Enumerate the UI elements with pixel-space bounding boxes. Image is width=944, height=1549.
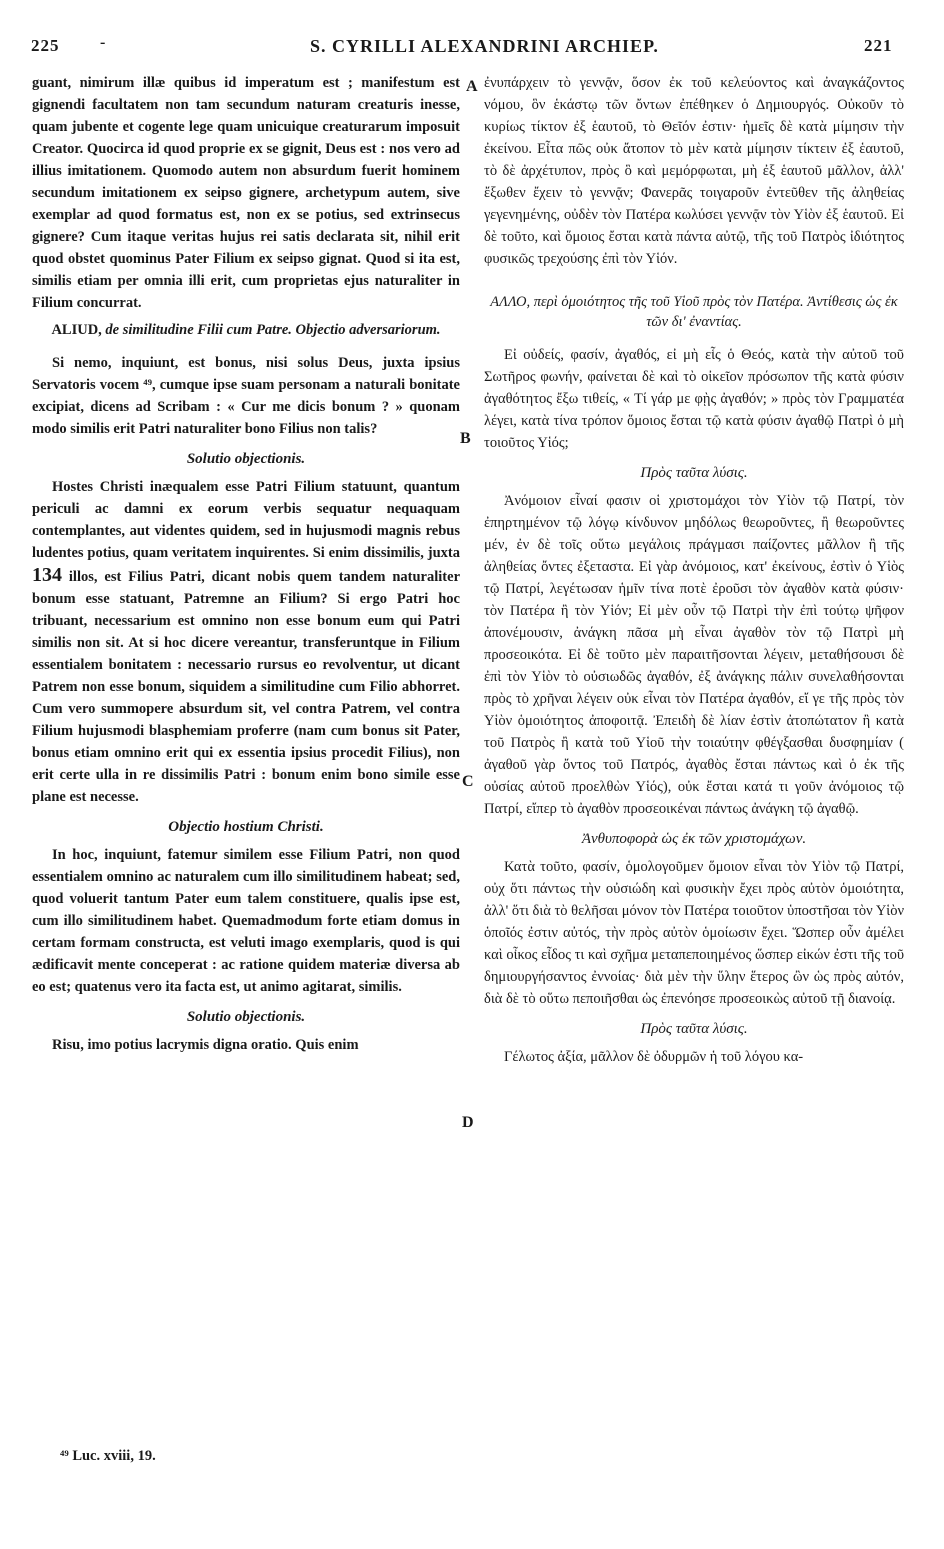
greek-paragraph-4: Κατὰ τοῦτο, φασίν, ὁμολογοῦμεν ὅμοιον εἶναι τὸν Υἱὸν τῷ Πατρί, οὐχ ὅτι πάντως τὴν οὐσιώδη καὶ φυσικὴν ἔχει πρὸς αὐτὸν ὁμοιότητα, ἀλλ' ὅτι διὰ τὸ θελῆσαι μόνον τὸν Πατέρα τοιοῦτον ὑποστῆσαι τὸν Υἱὸν ὁποῖός ἐστιν αὐτός, τὴν πρὸς αὐτὸν ὁμοίωσιν ἔχει. Ὥσπερ οὖν ἀμέλει καὶ οἶκος εἶδος τι καὶ σχῆμα μεταπεποιημένος ὥσπερ εἰκών ἐστι τῆς τοῦ δημιουργήσαντος ἐννοίας· διὰ μὲν τὴν ὕλην ἕτερος ὢν ὡς πρὸς αὐτόν, διὰ δὲ τὸ οὕτω πεποιῆσθαι ὡς ἐπενόησε προσεοικὼς αὐτοῦ τῇ διανοίᾳ. — [484, 859, 904, 1007]
margin-letter-a: A — [466, 78, 478, 95]
header-mark: - — [100, 34, 106, 51]
latin-paragraph-2: Si nemo, inquiunt, est bonus, nisi solus Deus, juxta ipsius Servatoris vocem ⁴⁹, cumque ipse suam personam a naturali bonitate excipiat, dicens ad Scribam : « Cur me dicis bonum ? » quonam modo similis erit Patri naturaliter bono Filius non talis? — [32, 355, 460, 437]
latin-paragraph-3-part-a: Hostes Christi inæqualem esse Patri Filium statuunt, quantum periculi ac damni ex eorum verbis sequatur nequaquam contemplantes, aut videntes quidem, sed in hujusmodi magnis rebus ludentes potius, quam veritatem inquirentes. Si enim dissimilis, juxta — [32, 479, 460, 561]
greek-paragraph-5: Γέλωτος ἀξία, μᾶλλον δὲ ὀδυρμῶν ἡ τοῦ λόγου κα- — [504, 1049, 804, 1065]
margin-letter-b: B — [460, 430, 471, 447]
running-title: S. CYRILLI ALEXANDRINI ARCHIEP. — [310, 36, 659, 56]
page-number-right: 221 — [864, 36, 893, 55]
greek-column — [484, 72, 904, 1068]
column-number-marker: 134 — [32, 564, 62, 586]
greek-paragraph-1: ἐνυπάρχειν τὸ γεννᾷν, ὅσον ἐκ τοῦ κελεύοντος καὶ ἀναγκάζοντος νόμου, ὃν ἑκάστῳ τῶν ὄντων ἐπέθηκεν ὁ Δημιουργός. Οὐκοῦν τὸ κυρίως τίκτον ἐξ ἑαυτοῦ, τὸ Θεῖόν ἐστιν· ἡμεῖς δὲ κατὰ μίμησιν τὴν ἐκείνου. Εἶτα πῶς οὐκ ἄτοπον τὸ μὲν κατὰ μίμησιν τίκτειν ἐξ ἑαυτοῦ, τὸ δὲ ἀρχέτυπον, πρὸς ὃ καὶ μεμόρφωται, μὴ ἐξ ἑαυτοῦ μᾶλλον, ἀλλ' ἔξωθεν ἔχειν τὸ γεννᾷν; Φανερᾶς τοιγαροῦν ἐντεῦθεν τῆς ἀληθείας γεγενημένης, οὐδὲν τὸν Πατέρα κωλύσει γεννᾷν τὸν Υἱὸν ἐξ ἑαυτοῦ. Εἰ δὲ τοῦτο, καὶ ὅμοιος ἔσται κατὰ πάντα αὐτῷ, τῆς τοῦ Πατρὸς ἰδιότητος φυσικῶς τρεχούσης ἐπὶ τὸν Υἱόν. — [484, 75, 904, 267]
latin-section-heading-italic: de similitudine Filii cum Patre. Objectio adversariorum. — [101, 322, 441, 338]
margin-letter-d: D — [462, 1114, 474, 1131]
latin-heading-solutio-2: Solutio objectionis. — [186, 1009, 306, 1025]
latin-section-heading — [32, 320, 460, 340]
margin-letter-c: C — [462, 773, 474, 790]
greek-heading-lysis-2: Πρὸς ταῦτα λύσις. — [640, 1021, 748, 1037]
latin-heading-objectio: Objectio hostium Christi. — [168, 819, 324, 835]
greek-section-heading: ΑΛΛΟ, περὶ ὁμοιότητος τῆς τοῦ Υἱοῦ πρὸς τὸν Πατέρα. Ἀντίθεσις ὡς ἐκ τῶν δι' ἐναντίας. — [490, 294, 898, 330]
greek-heading-anthypophora: Ἀνθυποφορὰ ὡς ἐκ τῶν χριστομάχων. — [581, 831, 807, 847]
latin-paragraph-3 — [32, 476, 460, 808]
latin-paragraph-5: Risu, imo potius lacrymis digna oratio. Quis enim — [52, 1037, 359, 1053]
latin-paragraph-3-part-b: illos, est Filius Patri, dicant nobis quem tandem naturaliter bonum esse statuant, Patremne an Filium? Si ergo Patri hoc tribuant, necessarium est omnino non esse bonum eum qui Patri similis non sit. At si hoc dicere vereantur, transferuntque in Filium essentialem bonitatem : necessario rursus eo revolventur, ut dicant Patrem non esse bonum, siquidem a similitudine cum Filio abhorret. Cum vero summopere absurdum sit, vel contra Patrem, vel contra Filium hujusmodi blasphemiam proferre (nam cum bonus sit Pater, bonus etiam omnino erit qui ex essentia ipsius procedit Filius), non erit certe ulla in re dissimilis Patri : bonum enim bono simile esse plane est necesse. — [32, 569, 460, 805]
greek-heading-lysis-1: Πρὸς ταῦτα λύσις. — [640, 465, 748, 481]
latin-paragraph-4: In hoc, inquiunt, fatemur similem esse Filium Patri, non quod essentialem omnino ac naturalem cum illo similitudinem habeat; sed, quod voluerit tantum Pater eum talem constituere, qualis ipse est, cum illo similitudinem habet. Quemadmodum forte etiam domus in certam formam constructa, est veluti imago exemplaris, quod is qui ædificavit mente conceperat : ac ratione quidem materiæ diversa ab eo est; quatenus vero ita facta est, ut animo agitarat, similis. — [32, 847, 460, 995]
footnote: ⁴⁹ Luc. xviii, 19. — [60, 1448, 156, 1464]
latin-section-heading-caps: ALIUD, — [51, 322, 102, 338]
page-number-left: 225 — [31, 36, 60, 55]
page-header — [0, 34, 944, 64]
latin-column — [32, 72, 460, 1056]
greek-paragraph-3: Ἀνόμοιον εἶναί φασιν οἱ χριστομάχοι τὸν Υἱὸν τῷ Πατρί, τὸν ἐπηρτημένον τῷ λόγῳ κίνδυνον μηδόλως θεωροῦντες, ἢ θεωροῦντες μέν, ἐν δὲ τοῖς οὕτω μεγάλοις πράγμασι παίζοντες μᾶλλον ἢ τῆς ἀληθείας ὄντες ἐξεταστα. Εἰ γὰρ ἀνόμοιος, κατ' ἐκείνους, ἐστὶν ὁ Υἱὸς τῷ Πατρί, λεγέτωσαν ἡμῖν τίνα ποτὲ ἐροῦσι τὸν ἀγαθὸν κατὰ φύσιν· τὸν Πατέρα ἢ τὸν Υἱόν; Εἰ μὲν οὖν τῷ Πατρὶ τὴν ἐπὶ τούτῳ ψῆφον ἀπονέμουσιν, ἀνάγκη πᾶσα μὴ εἶναι ἀγαθὸν τὸν τῷ Πατρὶ μὴ προσεοικότα. Εἰ δὲ τοῦτο μὲν παραιτῆσονται λέγειν, μεταθήσουσι δὲ ἐπὶ τὸν Υἱὸν τὸ οὐσιωδῶς ἀγαθόν, ἐξ ἀνάγκης πάλιν συνελαθήσονται πρὸς τὸ χρῆναι λέγειν οὐκ εἶναι τὸν Πατέρα ἀγαθόν, εἴ γε τῆς πρὸς τὸν Υἱὸν ὁμοιότητος ἀποφοιτᾷ. Ἐπειδὴ δὲ λίαν ἐστὶν ἀτοπώτατον ἢ κατὰ τοῦ Πατρὸς ἢ κατὰ τοῦ Υἱοῦ τὴν τοιαύτην φθέγξασθαι δυσφημίαν ( ἀγαθοῦ γὰρ ὄντος τοῦ Πατρός, ἀγαθὸς ἔσται πάντως καὶ ὁ ἐκ τῆς οὐσίας αὐτοῦ προελθὼν Υἱός), οὐκ ἔσται κατά τι γοῦν ἀνόμοιος τῷ Πατρί, εἴπερ τὸ ἀγαθὸν προσεοικέναι πάντως ἀνάγκη τῷ ἀγαθῷ. — [484, 493, 904, 817]
greek-paragraph-2: Εἰ οὐδείς, φασίν, ἀγαθός, εἰ μὴ εἷς ὁ Θεός, κατὰ τὴν αὐτοῦ τοῦ Σωτῆρος φωνήν, φαίνεται δὲ καὶ τὸ οἰκεῖον πρόσωπον τῆς κατὰ φύσιν ἀγαθότητος ἔξω τιθείς, « Τί γάρ με φῂς ἀγαθόν; » πρὸς τὸν Γραμματέα λέγει, κατὰ τίνα τρόπον ὅμοιος ἔσται τῷ κατὰ φύσιν ἀγαθῷ Πατρὶ ὁ μὴ τοιοῦτος Υἱός; — [484, 347, 904, 451]
latin-heading-solutio-1: Solutio objectionis. — [186, 451, 306, 467]
latin-paragraph-1: guant, nimirum illæ quibus id imperatum est ; manifestum est gignendi facultatem non tam secundum naturam creaturis inesse, quam jubente et cogente lege quam unicuique creaturarum imposuit Creator. Quocirca id quod proprie ex se gignit, Deus est : nos vero ad illius imitationem. Quomodo autem non absurdum fuerit hominem secundum imitationem ex seipso gignere, archetypum autem, sive exemplar ad quod formatus est, non ex se potius, sed extrinsecus gignere? Cum itaque veritas hujus rei satis declarata sit, nihil erit quod obstet quominus Pater Filium ex seipso gignat. Quod si ita est, similis etiam per omnia illi erit, cum proprietas ejus naturaliter in Filium concurrat. — [32, 75, 460, 311]
